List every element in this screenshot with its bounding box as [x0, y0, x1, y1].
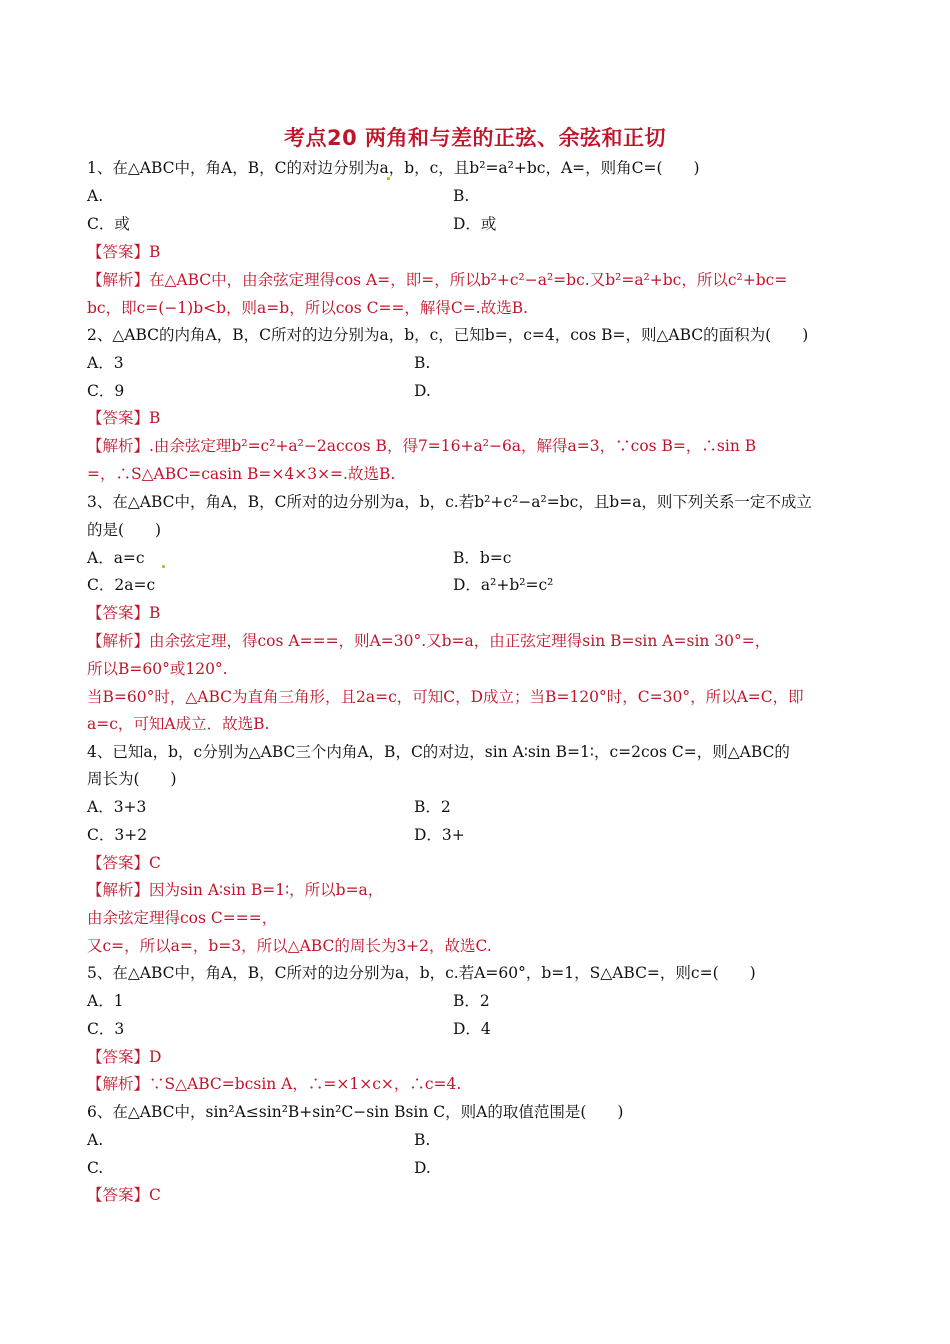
question-5-answer: 【答案】D: [87, 1048, 162, 1066]
question-2-option-d: D.: [414, 382, 431, 400]
question-3-option-a: A．a=c: [87, 549, 145, 567]
question-4-stem-line-1: 4、已知a，b，c分别为△ABC三个内角A，B，C的对边，sin A∶sin B=1∶，c=2cos C=，则△ABC的: [87, 743, 790, 761]
question-6-option-a: A.: [87, 1131, 104, 1149]
question-3-option-b: B．b=c: [453, 549, 512, 567]
page-title: 考点20 两角和与差的正弦、余弦和正切: [283, 126, 667, 150]
question-3-stem-line-1: 3、在△ABC中，角A，B，C所对的边分别为a，b，c.若b²+c²−a²=bc，且b=a，则下列关系一定不成立: [87, 493, 812, 511]
question-3-analysis-line-3: 当B=60°时，△ABC为直角三角形，且2a=c，可知C，D成立；当B=120°时，C=30°，所以A=C，即: [87, 688, 804, 706]
question-3-analysis-line-1: 【解析】由余弦定理，得cos A===，则A=30°.又b=a，由正弦定理得sin B=sin A=sin 30°=，: [87, 632, 771, 650]
question-5-option-a: A．1: [87, 992, 124, 1010]
question-3-analysis-line-4: a=c，可知A成立．故选B.: [87, 715, 270, 733]
question-6-option-b: B.: [414, 1131, 431, 1149]
question-4-analysis-line-2: 由余弦定理得cos C===，: [87, 909, 278, 927]
question-1-answer: 【答案】B: [87, 243, 161, 261]
question-4-analysis-line-1: 【解析】因为sin A∶sin B=1∶，所以b=a，: [87, 881, 384, 899]
question-6-option-c: C.: [87, 1159, 104, 1177]
question-3-analysis-line-2: 所以B=60°或120°.: [87, 660, 228, 678]
question-2-option-a: A．3: [87, 354, 124, 372]
question-4-option-c: C．3+2: [87, 826, 148, 844]
question-2-stem: 2、△ABC的内角A，B，C所对的边分别为a，b，c，已知b=，c=4，cos B=，则△ABC的面积为( ): [87, 326, 809, 344]
question-1-analysis-line-2: bc，即c=(−1)b<b，则a=b，所以cos C==，解得C=.故选B.: [87, 299, 529, 317]
question-4-analysis-line-3: 又c=，所以a=，b=3，所以△ABC的周长为3+2，故选C.: [87, 937, 492, 955]
question-5-option-c: C．3: [87, 1020, 125, 1038]
question-1-stem: 1、在△ABC中，角A，B，C的对边分别为a，b，c，且b²=a²+bc，A=，则角C=( ): [87, 159, 700, 177]
scan-speck: [162, 565, 165, 568]
question-1-option-c: C．或: [87, 215, 130, 233]
question-5-stem: 5、在△ABC中，角A，B，C所对的边分别为a，b，c.若A=60°，b=1，S△ABC=，则c=( ): [87, 964, 756, 982]
question-2-option-c: C．9: [87, 382, 125, 400]
question-3-stem-line-2: 的是( ): [87, 521, 162, 539]
question-5-option-b: B．2: [453, 992, 490, 1010]
question-2-answer: 【答案】B: [87, 409, 161, 427]
question-1-analysis-line-1: 【解析】在△ABC中，由余弦定理得cos A=，即=，所以b²+c²−a²=bc.又b²=a²+bc，所以c²+bc=: [87, 271, 788, 289]
question-1-option-b: B.: [453, 187, 470, 205]
question-3-option-c: C．2a=c: [87, 576, 156, 594]
question-6-option-d: D.: [414, 1159, 431, 1177]
question-4-option-a: A．3+3: [87, 798, 147, 816]
question-4-stem-line-2: 周长为( ): [87, 770, 177, 788]
question-2-analysis-line-2: =，∴S△ABC=casin B=×4×3×=.故选B.: [87, 465, 396, 483]
scan-speck: [387, 177, 390, 180]
question-1-option-d: D．或: [453, 215, 497, 233]
question-6-answer: 【答案】C: [87, 1186, 161, 1204]
question-3-option-d: D．a²+b²=c²: [453, 576, 554, 594]
question-3-answer: 【答案】B: [87, 604, 161, 622]
question-4-option-b: B．2: [414, 798, 451, 816]
question-2-option-b: B.: [414, 354, 431, 372]
question-1-option-a: A.: [87, 187, 104, 205]
question-2-analysis-line-1: 【解析】.由余弦定理b²=c²+a²−2accos B，得7=16+a²−6a，解得a=3，∵cos B=，∴sin B: [87, 437, 757, 455]
question-4-answer: 【答案】C: [87, 854, 161, 872]
question-5-option-d: D．4: [453, 1020, 491, 1038]
question-4-option-d: D．3+: [414, 826, 465, 844]
question-6-stem: 6、在△ABC中，sin²A≤sin²B+sin²C−sin Bsin C，则A的取值范围是( ): [87, 1103, 624, 1121]
question-5-analysis-line-1: 【解析】∵S△ABC=bcsin A，∴=×1×c×，∴c=4.: [87, 1075, 462, 1093]
